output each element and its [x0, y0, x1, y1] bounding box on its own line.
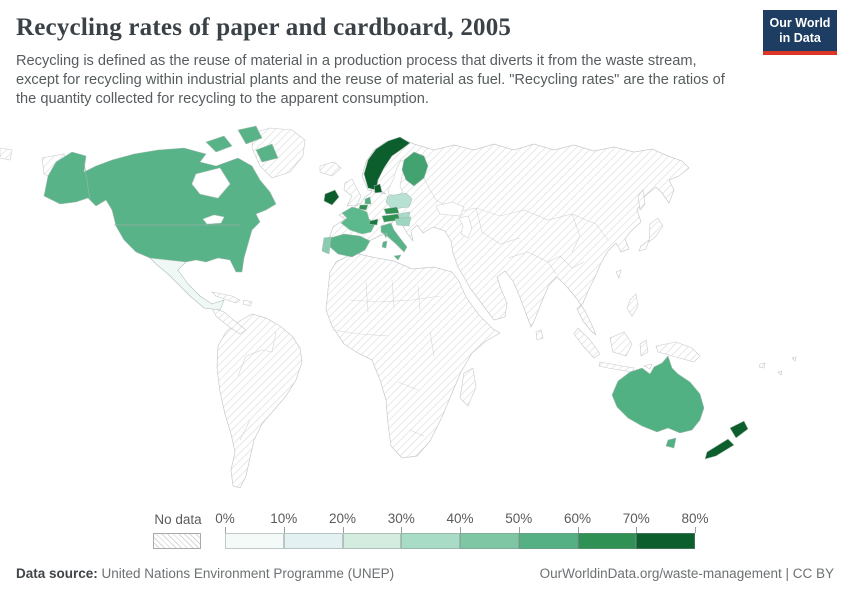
map-legend — [0, 508, 850, 556]
legend-tick-label-60%: 60% — [563, 511, 592, 526]
legend-tick-mark — [519, 527, 520, 533]
region-uk-no-data[interactable] — [344, 179, 361, 206]
country-canada-usa[interactable] — [44, 148, 276, 276]
region-left-edge-sliver[interactable] — [0, 148, 12, 160]
legend-tick-label-30%: 30% — [387, 511, 415, 526]
region-sumatra-no-data[interactable] — [574, 328, 600, 358]
legend-bin-10-20%[interactable] — [284, 533, 343, 549]
region-iceland-no-data[interactable] — [320, 162, 341, 176]
country-australia-tasmania[interactable] — [666, 438, 676, 448]
region-japan-south-no-data[interactable] — [639, 240, 649, 251]
region-java-no-data[interactable] — [599, 362, 634, 372]
region-madagascar-no-data[interactable] — [460, 368, 476, 406]
legend-tick-mark — [636, 527, 637, 533]
legend-tick-label-20%: 20% — [328, 511, 357, 526]
region-borneo-no-data[interactable] — [610, 332, 632, 356]
country-italy-sicily[interactable] — [394, 255, 401, 260]
region-new-guinea-no-data[interactable] — [656, 342, 700, 362]
legend-bin-70-80%[interactable] — [636, 533, 695, 549]
legend-no-data-swatch[interactable] — [153, 533, 201, 549]
region-south-america-no-data[interactable] — [217, 314, 302, 488]
legend-bin-50-60%[interactable] — [519, 533, 578, 549]
chart-footer — [16, 566, 834, 581]
country-portugal[interactable] — [322, 237, 331, 254]
legend-bin-0-10%[interactable] — [225, 533, 284, 549]
region-pacific-island-2[interactable] — [778, 371, 782, 375]
region-sulawesi-no-data[interactable] — [640, 340, 648, 356]
legend-tick-mark — [695, 527, 696, 533]
legend-tick-label-10%: 10% — [270, 511, 298, 526]
region-pacific-island-3[interactable] — [792, 357, 796, 361]
legend-color-bar — [225, 533, 695, 549]
country-new-zealand-south[interactable] — [705, 439, 734, 459]
legend-tick-mark — [578, 527, 579, 533]
country-france-corsica[interactable] — [384, 233, 387, 238]
data-source-label: Data source: — [16, 566, 98, 581]
credit-link[interactable]: OurWorldinData.org/waste-management | CC BY — [539, 566, 834, 581]
country-italy-sardinia[interactable] — [382, 241, 387, 248]
country-canada-arctic-island-1[interactable] — [206, 136, 232, 152]
country-mexico[interactable] — [150, 258, 224, 310]
legend-no-data-label: No data — [154, 512, 202, 527]
legend-tick-label-0%: 0% — [215, 511, 235, 526]
legend-bin-30-40%[interactable] — [401, 533, 460, 549]
legend-bin-20-30%[interactable] — [343, 533, 402, 549]
legend-tick-label-40%: 40% — [446, 511, 474, 526]
legend-tick-mark — [225, 527, 226, 533]
legend-tick-mark — [460, 527, 461, 533]
owid-logo-line2: in Data — [779, 30, 821, 45]
owid-logo-line1: Our World — [769, 16, 831, 30]
page-title: Recycling rates of paper and cardboard, 2005 — [16, 14, 512, 41]
chart-subtitle: Recycling is defined as the reuse of material in a production process that diverts it from the waste stream, except for recycling within industrial plants and the reuse of material as fuel. "Recycling rates" are the ratios of the quantity collected for recycling to the apparent consumption. — [16, 53, 725, 107]
legend-tick-label-70%: 70% — [622, 511, 650, 526]
region-cuba-no-data[interactable] — [212, 292, 240, 303]
region-taiwan-no-data[interactable] — [616, 270, 621, 278]
region-sri-lanka-no-data[interactable] — [536, 330, 543, 340]
region-pacific-island-1[interactable] — [759, 363, 765, 368]
legend-tick-mark — [284, 527, 285, 533]
legend-tick-label-50%: 50% — [505, 511, 533, 526]
legend-tick-mark — [343, 527, 344, 533]
region-japan-no-data[interactable] — [649, 218, 663, 242]
region-hispaniola-no-data[interactable] — [243, 300, 252, 306]
legend-bin-60-70%[interactable] — [578, 533, 637, 549]
owid-logo[interactable] — [763, 10, 837, 55]
country-new-zealand-north[interactable] — [730, 421, 748, 438]
data-source-text: United Nations Environment Programme (UNEP) — [97, 566, 395, 581]
region-philippines-no-data[interactable] — [627, 294, 638, 316]
data-source — [16, 566, 394, 581]
region-timor-no-data[interactable] — [644, 364, 652, 369]
legend-tick-mark — [401, 527, 402, 533]
legend-bin-40-50%[interactable] — [460, 533, 519, 549]
legend-tick-label-80%: 80% — [681, 511, 709, 526]
country-ireland[interactable] — [324, 190, 339, 205]
